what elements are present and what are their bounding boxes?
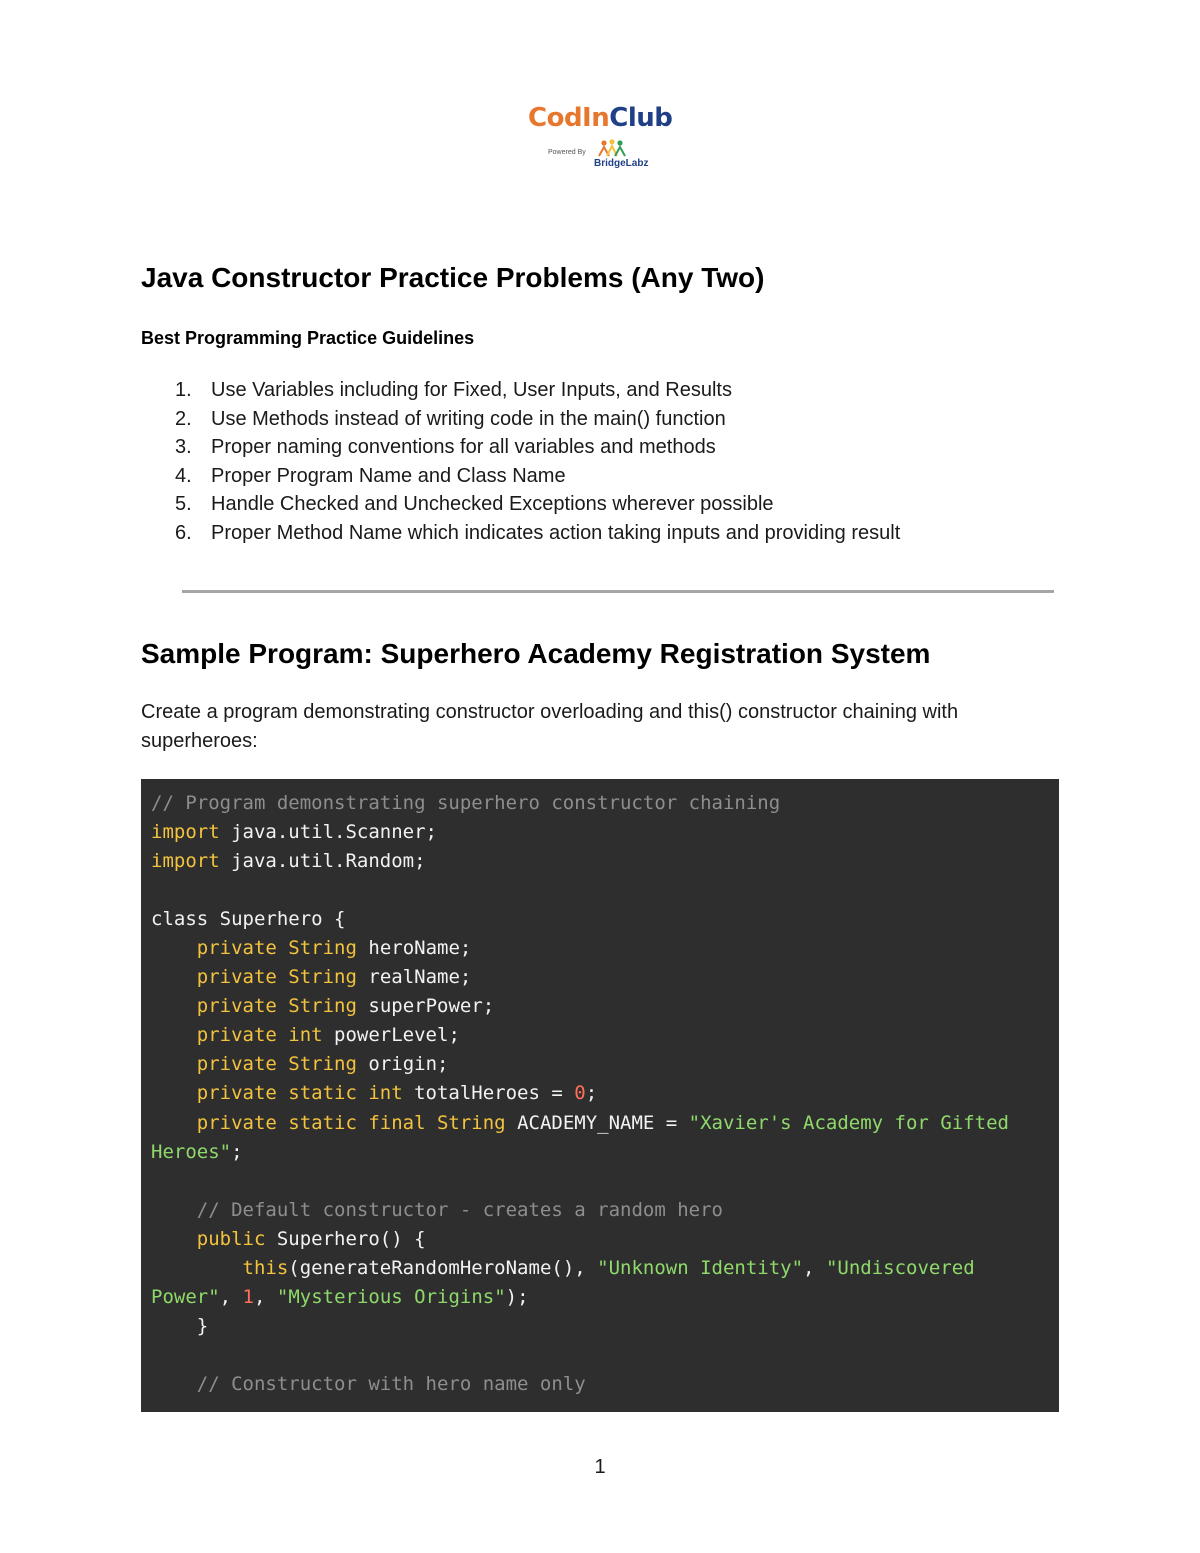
code-line [151,992,1009,1021]
code-token-plain [151,1112,197,1134]
code-token-keyword: String [288,995,357,1018]
guideline-number: 4. [175,464,192,487]
code-token-comment: // Program demonstrating superhero constructor chaining [151,792,781,814]
code-token-number: 1 [242,1285,254,1308]
code-token-plain [151,1082,197,1104]
logo-wordmark [528,103,672,133]
code-line [151,1283,1009,1312]
code-token-plain: java.util.Random; [219,850,426,873]
code-token-keyword: import [151,821,220,844]
code-token-comment: // Default constructor - creates a random hero [196,1198,723,1221]
code-token-keyword: private static int [196,1082,403,1105]
guideline-item [141,462,900,491]
code-token-plain [151,1053,197,1075]
code-token-plain: , [803,1256,826,1279]
code-token-plain: (generateRandomHeroName(), [288,1256,598,1279]
code-token-plain: ; [231,1140,243,1163]
code-token-string: "Mysterious Origins" [276,1285,506,1308]
code-token-keyword: this [242,1256,289,1279]
code-token-plain: Superhero() { [265,1227,426,1250]
code-line [151,1050,1009,1079]
guideline-text: Handle Checked and Unchecked Exceptions wherever possible [211,493,774,516]
code-token-keyword: private [196,1053,277,1076]
code-token-keyword: private [196,937,277,960]
code-line [151,963,1009,992]
code-token-string: "Xavier's Academy for Gifted [688,1111,1009,1134]
guidelines-list [141,376,900,548]
code-token-plain [151,995,197,1017]
guideline-text: Use Variables including for Fixed, User Inputs, and Results [211,379,732,401]
logo-powered-by: Powered By [548,149,586,156]
code-token-string: "Undiscovered [825,1256,975,1279]
code-token-plain: heroName; [356,937,472,960]
guideline-text: Proper Method Name which indicates action taking inputs and providing result [211,521,901,544]
code-token-plain [151,966,197,988]
code-line [151,1109,1009,1138]
code-token-plain [151,1373,197,1395]
code-line [151,1021,1009,1050]
code-line [151,905,1009,934]
code-token-plain: realName; [356,966,472,989]
code-token-string: "Unknown Identity" [597,1256,804,1279]
page-number: 1 [594,1456,606,1478]
guideline-item [141,519,900,548]
guideline-number: 1. [175,379,192,401]
code-token-plain [277,937,288,959]
code-token-plain: powerLevel; [322,1024,460,1047]
code-line [151,1196,1009,1225]
code-line [151,1254,1009,1283]
code-token-plain [151,1024,197,1046]
code-line [151,1341,1009,1370]
code-line [151,1225,1009,1254]
codinclub-logo [520,103,680,183]
guideline-text: Proper Program Name and Class Name [211,464,566,487]
code-token-keyword: String [288,937,357,960]
code-line [151,1312,1009,1341]
code-token-plain: ; [585,1082,598,1105]
code-token-plain [151,937,197,959]
code-token-plain [277,995,288,1017]
code-token-plain: } [151,1314,209,1337]
code-token-keyword: String [288,1053,357,1076]
code-token-plain [151,1257,243,1279]
code-token-number: 0 [574,1082,586,1105]
code-token-plain: superPower; [356,995,495,1018]
guideline-number: 2. [175,407,192,430]
code-token-keyword: String [288,966,357,989]
code-lines [151,789,1009,1399]
guideline-item [141,490,900,519]
guideline-number: 3. [175,436,192,459]
code-line [151,818,1009,847]
code-token-plain: java.util.Scanner; [219,821,437,844]
code-token-plain [151,1199,197,1221]
code-token-plain [277,1053,288,1075]
code-token-keyword: public [196,1227,266,1250]
guideline-number: 5. [175,493,192,516]
document-title: Java Constructor Practice Problems (Any Two) [141,262,765,293]
guideline-item [141,433,900,462]
section-title: Sample Program: Superhero Academy Registration System [141,638,931,669]
code-block [141,779,1059,1412]
code-line [151,934,1009,963]
section-description: Create a program demonstrating constructor overloading and this() constructor chaining with superheroes: [141,701,959,752]
code-token-keyword: import [151,850,220,873]
code-token-string: Heroes" [151,1140,232,1163]
code-token-comment: // Constructor with hero name only [196,1372,586,1395]
code-token-plain: class Superhero { [151,908,346,931]
code-token-keyword: private [196,966,277,989]
logo-bridgelabz-text: BridgeLabz [594,158,649,169]
guideline-text: Proper naming conventions for all variables and methods [211,436,716,459]
bridgelabz-people-icon [595,139,629,157]
code-token-plain: ); [505,1285,529,1308]
code-token-plain [151,1228,197,1250]
code-token-plain: origin; [356,1053,449,1076]
logo-wordmark-part2: Club [609,103,673,133]
horizontal-divider [182,590,1054,593]
code-token-keyword: private static final String [196,1111,506,1134]
code-token-plain: ACADEMY_NAME = [505,1111,689,1134]
code-token-string: Power" [151,1285,220,1308]
code-line [151,1167,1009,1196]
code-line [151,876,1009,905]
logo-wordmark-part1: CodIn [528,103,610,133]
code-token-keyword: private [196,995,277,1018]
code-token-plain: totalHeroes = [402,1082,575,1105]
code-line [151,1138,1009,1167]
code-token-plain: , [219,1285,243,1308]
code-token-plain: , [253,1285,277,1308]
guideline-text: Use Methods instead of writing code in the main() function [211,407,726,430]
code-token-plain [277,966,288,988]
code-line [151,1370,1009,1399]
code-line [151,789,1009,818]
code-line [151,1079,1009,1108]
guideline-item [141,376,900,405]
code-line [151,847,1009,876]
guideline-item [141,405,900,434]
code-token-keyword: private int [196,1024,323,1047]
guidelines-heading: Best Programming Practice Guidelines [141,328,475,348]
guideline-number: 6. [175,521,192,544]
